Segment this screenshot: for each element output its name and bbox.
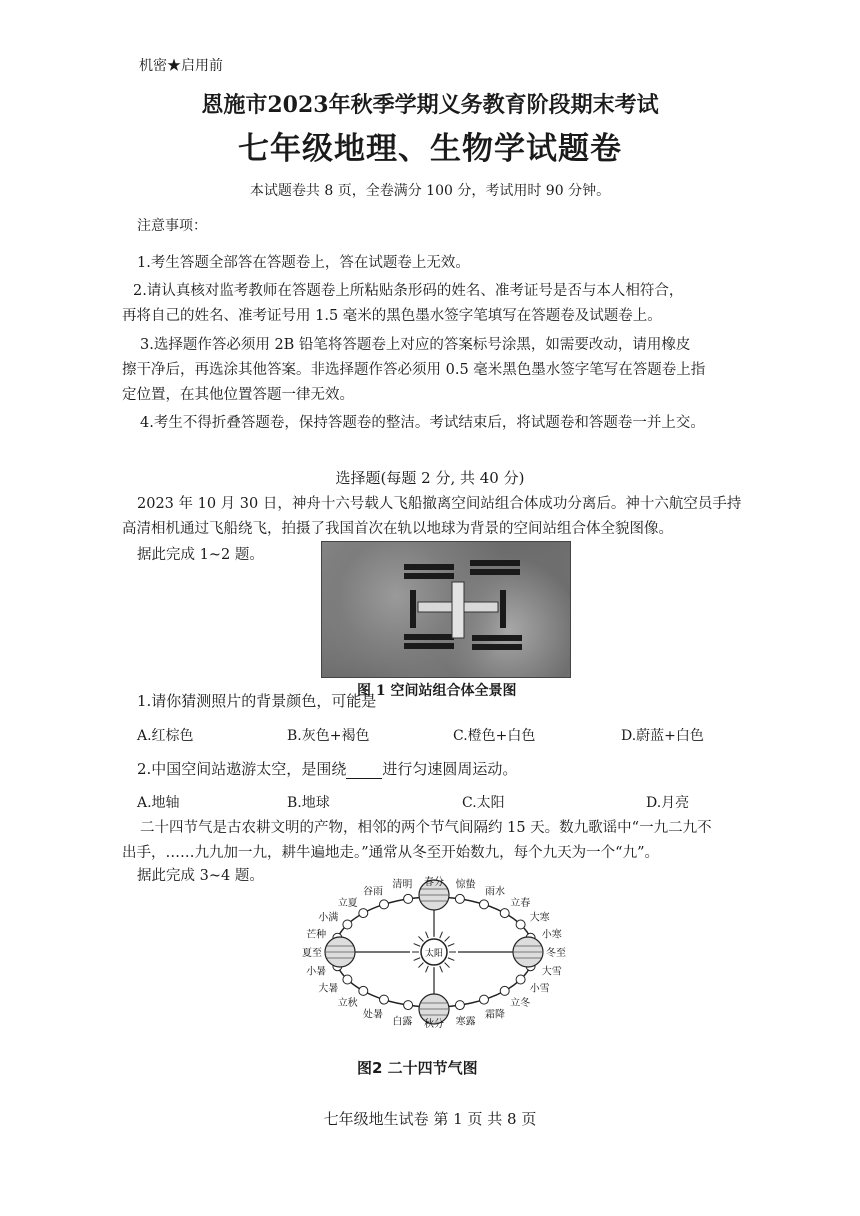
solar-term-label: 惊蛰	[455, 879, 476, 891]
q2-option-a: A.地轴	[137, 795, 180, 811]
solar-term-label: 立夏	[337, 897, 358, 909]
paper-title: 七年级地理、生物学试题卷	[238, 131, 622, 167]
solar-term-label: 大雪	[541, 966, 562, 978]
q2-stem-b: 进行匀速圆周运动。	[382, 760, 518, 778]
notice-item-3-cont: 擦干净后，再选涂其他答案。非选择题作答必须用 0.5 毫米黑色墨水签字笔写在答题卷上指	[122, 362, 706, 378]
q1-option-d: D.蔚蓝+白色	[621, 728, 704, 744]
sun-icon	[412, 930, 456, 974]
q2-blank	[346, 762, 382, 779]
earth-winter-icon	[513, 937, 543, 967]
earth-summer-icon	[325, 937, 355, 967]
figure1-caption: 图 1 空间站组合体全景图	[357, 683, 517, 699]
passage1-line1: 2023 年 10 月 30 日，神舟十六号载人飞船撤离空间站组合体成功分离后。神十六航空员手持	[137, 496, 742, 512]
space-station-photo	[321, 541, 571, 678]
term-dot	[516, 975, 525, 984]
solar-term-label: 小寒	[541, 929, 562, 941]
passage2-line1: 二十四节气是古农耕文明的产物，相邻的两个节气间隔约 15 天。数九歌谣中“一九二九不	[140, 820, 712, 836]
solar-term-label: 小暑	[306, 966, 327, 978]
section-heading: 选择题(每题 2 分, 共 40 分)	[335, 469, 525, 487]
solar-term-label: 白露	[392, 1016, 413, 1028]
solar-terms-diagram	[300, 870, 590, 1080]
solar-term-label: 夏至	[302, 948, 322, 959]
passage2-prompt: 据此完成 3~4 题。	[137, 868, 264, 884]
solar-term-label: 大寒	[529, 912, 550, 924]
notice-heading: 注意事项：	[137, 218, 207, 234]
passage1-prompt: 据此完成 1~2 题。	[137, 547, 264, 563]
q2-stem-a: 2.中国空间站遨游太空，是围绕	[137, 760, 347, 778]
term-dot	[359, 909, 368, 918]
passage2-line2: 出手，……九九加一九，耕牛遍地走。”通常从冬至开始数九，每个九天为一个“九”。	[122, 845, 659, 861]
q1-option-a: A.红棕色	[137, 728, 194, 744]
solar-term-label: 春分	[424, 877, 444, 888]
solar-term-label: 小雪	[529, 983, 550, 995]
term-dot	[455, 894, 464, 903]
term-dot	[359, 986, 368, 995]
confidential-label: 机密★启用前	[139, 58, 223, 74]
term-dot	[404, 1001, 413, 1010]
q1-option-c: C.橙色+白色	[453, 728, 536, 744]
notice-item-4: 4.考生不得折叠答题卷，保持答题卷的整洁。考试结束后，将试题卷和答题卷一并上交。	[140, 415, 705, 431]
q2-option-d: D.月亮	[646, 795, 690, 811]
solar-term-label: 霜降	[485, 1009, 505, 1021]
term-dot	[455, 1001, 464, 1010]
space-station-icon	[322, 542, 570, 677]
question-1-stem: 1.请你猜测照片的背景颜色，可能是	[137, 692, 377, 710]
notice-item-2-cont: 再将自己的姓名、准考证号用 1.5 毫米的黑色墨水签字笔填写在答题卷及试题卷上。	[122, 308, 662, 324]
exam-meta: 本试题卷共 8 页，全卷满分 100 分，考试用时 90 分钟。	[249, 183, 611, 199]
term-dot	[404, 894, 413, 903]
solar-term-label: 谷雨	[363, 886, 383, 898]
page-footer: 七年级地生试卷 第 1 页 共 8 页	[323, 1110, 537, 1128]
solar-term-label: 立春	[510, 897, 531, 909]
solar-term-label: 大暑	[318, 983, 339, 995]
term-dot	[343, 920, 352, 929]
q1-option-b: B.灰色+褐色	[287, 728, 370, 744]
passage1-line2: 高清相机通过飞船绕飞，拍摄了我国首次在轨以地球为背景的空间站组合体全貌图像。	[122, 521, 673, 537]
solar-term-label: 立秋	[337, 998, 358, 1010]
term-dot	[516, 920, 525, 929]
term-dot	[480, 900, 489, 909]
solar-term-label: 处暑	[363, 1009, 383, 1021]
notice-item-3-cont2: 定位置，在其他位置答题一律无效。	[122, 387, 354, 403]
solar-term-label: 秋分	[424, 1019, 444, 1030]
notice-item-3: 3.选择题作答必须用 2B 铅笔将答题卷上对应的答案标号涂黑，如需要改动，请用橡皮	[140, 337, 691, 353]
term-dot	[343, 975, 352, 984]
term-dot	[500, 909, 509, 918]
solar-term-label: 雨水	[485, 886, 505, 898]
solar-term-label: 小满	[318, 912, 339, 924]
figure2-caption: 图2 二十四节气图	[357, 1059, 478, 1077]
term-dot	[480, 995, 489, 1004]
term-dot	[500, 986, 509, 995]
solar-term-label: 立冬	[510, 998, 531, 1010]
solar-term-label: 芒种	[306, 929, 327, 941]
q2-option-b: B.地球	[287, 795, 330, 811]
term-dot	[380, 995, 389, 1004]
question-2-stem	[137, 758, 517, 779]
notice-item-1: 1.考生答题全部答在答题卷上，答在试题卷上无效。	[137, 255, 470, 271]
solar-term-label: 冬至	[546, 948, 566, 959]
sun-label: 太阳	[424, 949, 444, 959]
term-dot	[380, 900, 389, 909]
notice-item-2: 2.请认真核对监考教师在答题卷上所粘贴条形码的姓名、准考证号是否与本人相符合，	[133, 283, 684, 299]
solar-term-label: 寒露	[455, 1016, 476, 1028]
solar-term-label: 清明	[392, 879, 413, 891]
exam-title: 恩施市2023年秋季学期义务教育阶段期末考试	[201, 92, 659, 118]
q2-option-c: C.太阳	[462, 795, 505, 811]
